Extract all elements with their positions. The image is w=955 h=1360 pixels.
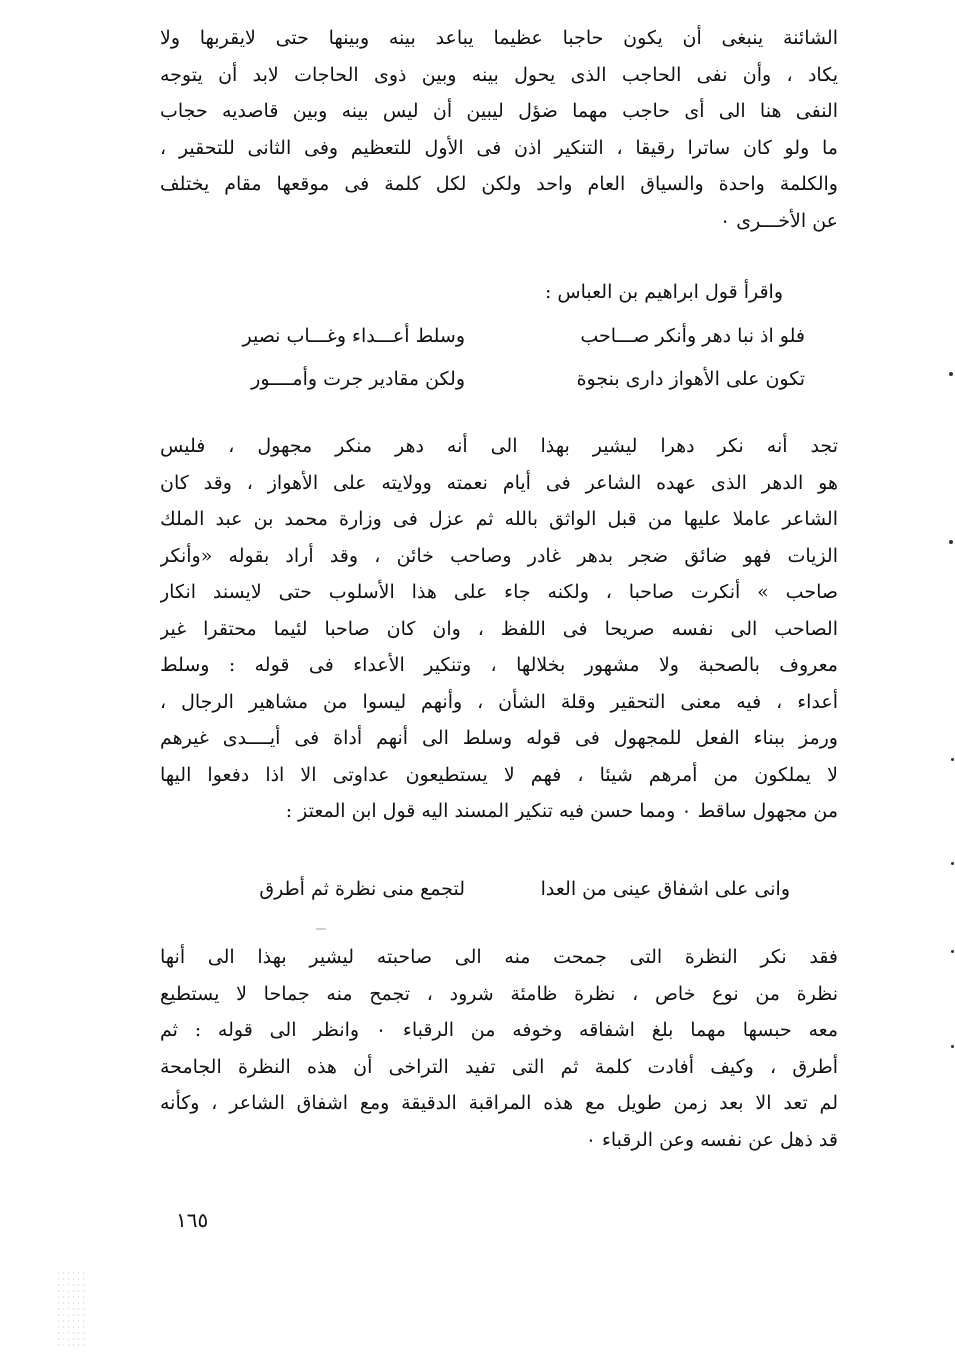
text-line: صاحب » أنكرت صاحبا ، ولكنه جاء على هذا الأسلوب حتى لايسند انكار (160, 581, 838, 603)
text-line: من مجهول ساقط ٠ ومما حسن فيه تنكير المسند اليه قول ابن المعتز : (285, 800, 838, 822)
text-line: ما ولو كان ساترا رقيقا ، التنكير اذن فى الأول للتعظيم وفى الثانى للتحقير ، (160, 136, 838, 159)
verse-intro-1: واقرأ قول ابراهيم بن العباس : (544, 281, 783, 303)
text-line: هو الدهر الذى عهده الشاعر فى أيام نعمته وولايته على الأهواز ، وقد كان (160, 471, 838, 494)
text-line: الصاحب الى نفسه صريحا فى اللفظ ، وان كان صاحبا لئيما محتقرا غير (160, 617, 838, 640)
text-line: الشائنة ينبغى أن يكون حاجبا عظيما يباعد بينه وبينها حتى لايقربها ولا (160, 27, 838, 49)
verse-2-right: وانى على اشفاق عينى من العدا (540, 878, 790, 900)
text-line: أعداء ، فيه معنى التحقير وقلة الشأن ، وأنهم ليسوا من مشاهير الرجال ، (160, 690, 838, 713)
text-line: أطرق ، وكيف أفادت كلمة ثم التى تفيد التراخى أن هذه النظرة الجامحة (160, 1055, 838, 1078)
margin-dot (951, 862, 954, 865)
text-line: لم تعد الا بعد زمن طويل مع هذه المراقبة الدقيقة ومع اشفاق الشاعر ، وكأنه (160, 1092, 838, 1114)
margin-dot (951, 758, 954, 761)
margin-dot (949, 540, 953, 544)
paragraph-1 (160, 20, 838, 239)
scan-noise (56, 1270, 86, 1350)
text-line: نظرة من نوع خاص ، نظرة ظامئة شرود ، تجمح منه جماحا لا يستطيع (160, 982, 838, 1005)
scan-mark (316, 928, 326, 930)
verse-1-line-2-right: تكون على الأهواز دارى بنجوة (576, 368, 805, 390)
text-line: ورمز ببناء الفعل للمجهول فى قوله وسلط الى أنهم أداة فى أيــــدى غيرهم (160, 727, 838, 749)
verse-1-line-1-left: وسلط أعـــداء وغـــاب نصير (242, 325, 465, 347)
text-line: معروف بالصحبة ولا مشهور بخلالها ، وتنكير الأعداء فى قوله : وسلط (160, 654, 838, 676)
text-line: والكلمة واحدة والسياق العام واحد ولكن لكل كلمة فى موقعها مقام يختلف (160, 173, 838, 195)
text-line: فقد نكر النظرة التى جمحت منه الى صاحبته ليشير بهذا الى أنها (160, 946, 838, 968)
verse-1-line-1-right: فلو اذ نبا دهر وأنكر صـــاحب (580, 325, 805, 347)
verse-2-left: لتجمع منى نظرة ثم أطرق (259, 878, 465, 900)
verse-1-line-2-left: ولكن مقادير جرت وأمــــور (251, 368, 465, 390)
text-line: النفى هنا الى أى حاجب مهما ضؤل ليبين أن ليس بينه وبين قاصديه حجاب (160, 100, 838, 122)
text-line: لا يملكون من أمرهم شيئا ، فهم لا يستطيعون عداوتى الا اذا دفعوا اليها (160, 763, 838, 786)
margin-dot (951, 1045, 954, 1048)
margin-dot (951, 950, 954, 953)
margin-dot (949, 372, 953, 376)
text-line: الشاعر عاملا عليها من قبل الواثق بالله ثم عزل فى وزارة محمد بن عبد الملك (160, 508, 838, 530)
page-number: ١٦٥ (176, 1208, 209, 1232)
text-line: تجد أنه نكر دهرا ليشير بهذا الى أنه دهر منكر مجهول ، فليس (160, 435, 838, 457)
text-line: قد ذهل عن نفسه وعن الرقباء ٠ (585, 1128, 838, 1151)
text-line: يكاد ، وأن نفى الحاجب الذى يحول بينه وبين ذوى الحاجات لابد أن يتوجه (160, 63, 838, 86)
text-line: عن الأخـــرى ٠ (719, 209, 838, 232)
paragraph-2 (160, 428, 838, 830)
text-line: الزيات فهو ضائق ضجر بدهر غادر وصاحب خائن ، وقد أراد بقوله «وأنكر (160, 544, 838, 567)
text-line: معه حبسها مهما بلغ اشفاقه وخوفه من الرقباء ٠ وانظر الى قوله : ثم (160, 1019, 838, 1041)
paragraph-3 (160, 939, 838, 1158)
